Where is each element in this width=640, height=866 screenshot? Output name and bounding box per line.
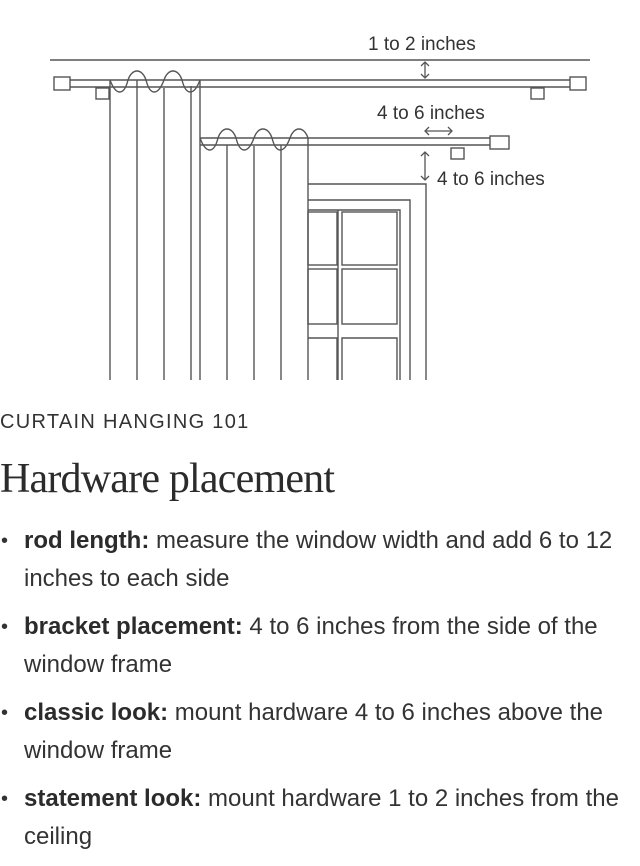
- bracket-left: [96, 88, 109, 99]
- hardware-placement-diagram: [0, 0, 640, 390]
- ceiling-gap-label: 1 to 2 inches: [368, 34, 476, 55]
- list-item-rod-length: [0, 522, 640, 598]
- tip-text: measure the window width and add 6 to 12 inches to each side: [24, 527, 613, 592]
- bracket-right: [531, 88, 544, 99]
- page-title: Hardware placement: [0, 456, 335, 502]
- above-gap-label: 4 to 6 inches: [437, 169, 545, 190]
- side-gap-label: 4 to 6 inches: [377, 103, 485, 124]
- tip-text: mount hardware 4 to 6 inches above the window frame: [24, 699, 604, 764]
- window: [308, 184, 426, 380]
- outer-curtain: [110, 71, 200, 380]
- tip-text: 4 to 6 inches from the side of the window frame: [24, 613, 598, 678]
- statement-rod: [54, 77, 586, 99]
- list-item-classic-look: [0, 694, 640, 770]
- list-item-bracket-placement: [0, 608, 640, 684]
- classic-rod: [200, 136, 509, 159]
- tip-term: statement look:: [24, 785, 202, 812]
- tip-term: rod length:: [24, 527, 150, 554]
- tips-list: [0, 522, 640, 866]
- section-eyebrow: CURTAIN HANGING 101: [0, 411, 250, 433]
- bracket-classic: [451, 148, 464, 159]
- list-item-statement-look: [0, 780, 640, 856]
- tip-term: classic look:: [24, 699, 169, 726]
- inner-curtain: [200, 129, 308, 380]
- tip-term: bracket placement:: [24, 613, 243, 640]
- tip-text: mount hardware 1 to 2 inches from the ceiling: [24, 785, 619, 850]
